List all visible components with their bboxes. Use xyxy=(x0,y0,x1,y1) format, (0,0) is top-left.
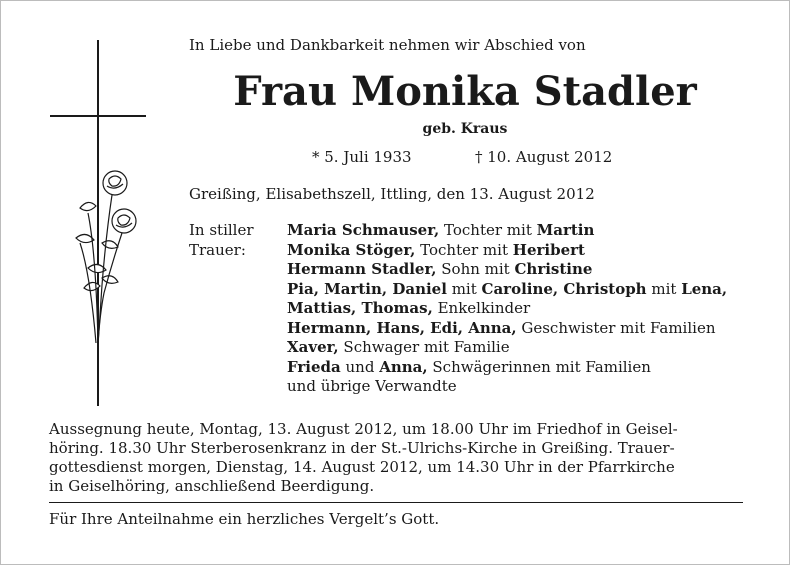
mourner-text: und xyxy=(340,357,380,376)
notice-line: höring. 18.30 Uhr Sterberosenkranz in der St.-Ulrichs-Kirche in Greißing. Trauer- xyxy=(49,439,675,457)
mourner-text: Lena, xyxy=(681,279,728,298)
deceased-name: Frau Monika Stadler xyxy=(233,68,697,115)
mourner-text: Martin xyxy=(536,221,595,239)
mourner-line xyxy=(287,221,727,241)
mourner-text: Christine xyxy=(514,260,593,278)
mourner-text: Hermann, Hans, Edi, Anna, xyxy=(287,318,517,337)
mourner-text: Monika Stöger, xyxy=(287,240,416,259)
notice-line: gottesdienst morgen, Dienstag, 14. August 2012, um 14.30 Uhr in der Pfarrkirche xyxy=(49,458,675,476)
funeral-notice xyxy=(49,420,743,496)
mourner-text: Tochter mit xyxy=(415,240,513,259)
mourner-text: Heribert xyxy=(512,240,585,259)
mourner-text: Caroline, Christoph xyxy=(481,279,647,298)
mourner-text: Schwägerinnen mit Familien xyxy=(427,357,651,376)
maiden-name: geb. Kraus xyxy=(422,121,508,137)
mourning-label xyxy=(189,221,254,260)
thanks-text: Für Ihre Anteilnahme ein herzliches Vergelt’s Gott. xyxy=(49,510,440,528)
mourner-text: Mattias, Thomas, xyxy=(287,299,433,317)
rose-bouquet-icon xyxy=(76,171,136,345)
intro-text: In Liebe und Dankbarkeit nehmen wir Abschied von xyxy=(189,36,586,54)
mourner-line xyxy=(287,338,727,358)
mourner-text: Schwager mit Familie xyxy=(338,338,510,356)
notice-line: Aussegnung heute, Montag, 13. August 2012, um 18.00 Uhr im Friedhof in Geisel- xyxy=(49,420,678,438)
mourner-text: Tochter mit xyxy=(439,221,537,239)
mourner-line xyxy=(287,377,727,397)
mourner-line xyxy=(287,241,727,261)
cross-icon xyxy=(40,38,155,408)
mourning-label-line-2: Trauer: xyxy=(189,240,246,259)
mourner-text: Anna, xyxy=(379,357,428,376)
mourner-line xyxy=(287,319,727,339)
mourning-label-line-1: In stiller xyxy=(189,221,254,239)
cross-with-roses xyxy=(40,38,155,408)
mourner-line xyxy=(287,299,727,319)
mourner-text: Maria Schmauser, xyxy=(287,221,440,239)
mourner-text: mit xyxy=(646,279,682,298)
divider-line xyxy=(49,502,743,503)
mourner-text: Xaver, xyxy=(287,338,339,356)
mourner-text: Geschwister mit Familien xyxy=(516,318,716,337)
mourner-text: Hermann Stadler, xyxy=(287,260,437,278)
mourners-list xyxy=(287,221,727,397)
death-date: † 10. August 2012 xyxy=(475,148,613,166)
notice-line: in Geiselhöring, anschließend Beerdigung. xyxy=(49,477,375,495)
mourner-line xyxy=(287,260,727,280)
mourner-text: Enkelkinder xyxy=(432,299,531,317)
place-and-date: Greißing, Elisabethszell, Ittling, den 13. August 2012 xyxy=(189,185,595,203)
birth-date: * 5. Juli 1933 xyxy=(312,148,412,166)
mourner-text: Frieda xyxy=(287,357,341,376)
mourner-text: und übrige Verwandte xyxy=(287,377,457,395)
mourner-text: Sohn mit xyxy=(436,260,515,278)
mourner-text: mit xyxy=(446,279,482,298)
mourner-line xyxy=(287,358,727,378)
mourner-line xyxy=(287,280,727,300)
mourner-text: Pia, Martin, Daniel xyxy=(287,279,447,298)
